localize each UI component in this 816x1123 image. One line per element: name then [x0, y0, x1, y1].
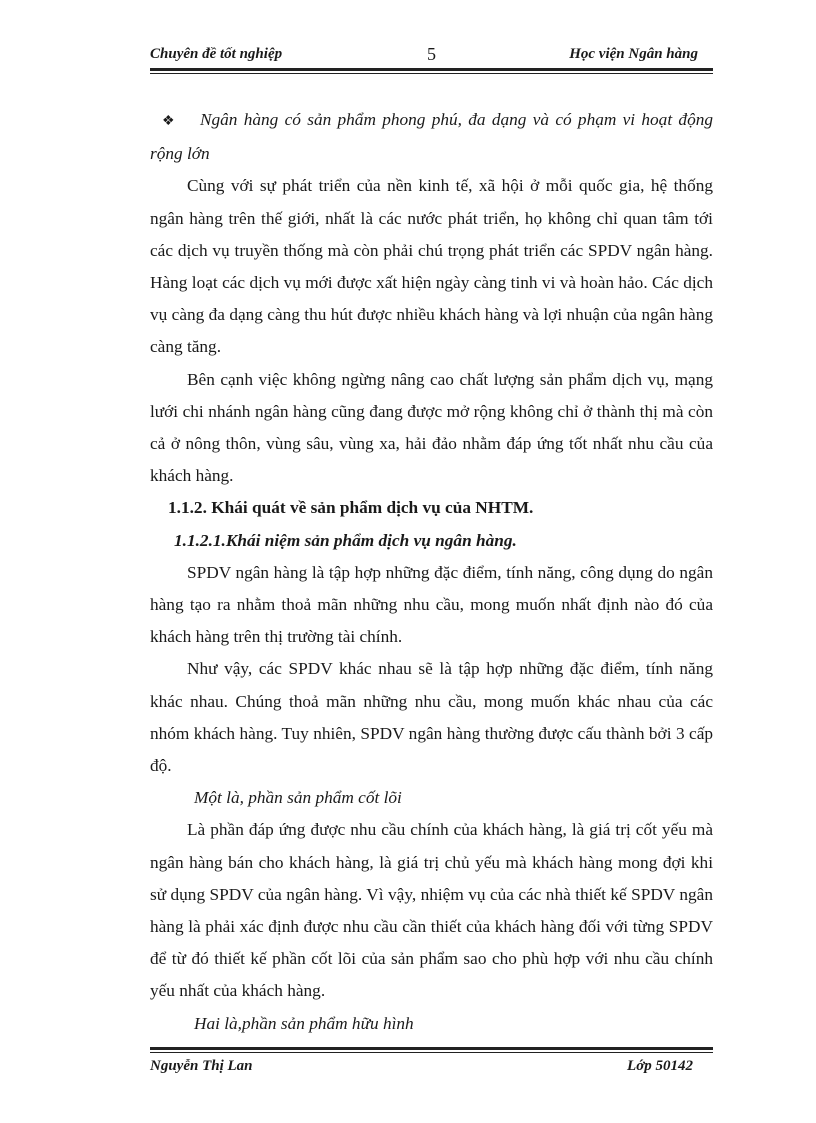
paragraph: Là phần đáp ứng được nhu cầu chính của khách hàng, là giá trị cốt yếu mà ngân hàng bán cho khách hàng, là giá trị chủ yếu mà khách hàng mong đợi khi sử dụng SPDV của ngân hàng. Vì vậy, nhiệm vụ của các nhà thiết kế SPDV ngân hàng là phải xác định được nhu cầu cần thiết của khách hàng đối với từng SPDV để từ đó thiết kế phần cốt lõi của sản phẩm sao cho phù hợp với nhu cầu chính yếu nhất của khách hàng.: [150, 820, 713, 1001]
paragraph: SPDV ngân hàng là tập hợp những đặc điểm, tính năng, công dụng do ngân hàng tạo ra nhằm thoả mãn những nhu cầu, mong muốn nhất định nào đó của khách hàng trên thị trường tài chính.: [150, 562, 713, 647]
page-footer: [150, 1058, 713, 1080]
footer-rule-thin: [150, 1052, 713, 1053]
header-rule-thick: [150, 68, 713, 71]
page-header: [150, 44, 713, 66]
italic-subheading: Một là, phần sản phẩm cốt lõi: [194, 788, 402, 808]
header-institution: Học viện Ngân hàng: [569, 46, 698, 62]
page-body: [150, 104, 713, 1040]
paragraph: Bên cạnh việc không ngừng nâng cao chất lượng sản phẩm dịch vụ, mạng lưới chi nhánh ngân hàng cũng đang được mở rộng không chỉ ở thành thị mà còn cả ở nông thôn, vùng sâu, vùng xa, hải đảo nhằm đáp ứng tốt nhất nhu cầu của khách hàng.: [150, 369, 713, 486]
bullet-heading-text: Ngân hàng có sản phẩm phong phú, đa dạng và có phạm vi hoạt động rộng lớn: [150, 110, 713, 164]
paragraph: Cùng với sự phát triển của nền kinh tế, xã hội ở mỗi quốc gia, hệ thống ngân hàng trên thế giới, nhất là các nước phát triển, họ không chỉ quan tâm tới các dịch vụ truyền thống mà còn phải chú trọng phát triển các SPDV ngân hàng. Hàng loạt các dịch vụ mới được xất hiện ngày càng tinh vi và hoàn hảo. Các dịch vụ càng đa dạng càng thu hút được nhiều khách hàng và lợi nhuận của ngân hàng càng tăng.: [150, 176, 713, 357]
bullet-heading: [150, 104, 713, 170]
paragraph: Như vậy, các SPDV khác nhau sẽ là tập hợp những đặc điểm, tính năng khác nhau. Chúng thoả mãn những nhu cầu, mong muốn khác nhau của các nhóm khách hàng. Tuy nhiên, SPDV ngân hàng thường được cấu thành bởi 3 cấp độ.: [150, 659, 713, 776]
footer-class: Lớp 50142: [627, 1058, 693, 1074]
subsection-heading: 1.1.2.1.Khái niệm sản phẩm dịch vụ ngân hàng.: [174, 530, 517, 550]
header-title: Chuyên đề tốt nghiệp: [150, 46, 283, 62]
page-number: 5: [427, 44, 436, 64]
header-rule-thin: [150, 73, 713, 74]
footer-author: Nguyễn Thị Lan: [150, 1058, 253, 1074]
section-heading: 1.1.2. Khái quát về sản phẩm dịch vụ của NHTM.: [168, 498, 534, 518]
footer-rule-thick: [150, 1047, 713, 1050]
diamond-bullet-icon: ❖: [162, 114, 175, 129]
italic-subheading: Hai là,phần sản phẩm hữu hình: [194, 1013, 414, 1033]
